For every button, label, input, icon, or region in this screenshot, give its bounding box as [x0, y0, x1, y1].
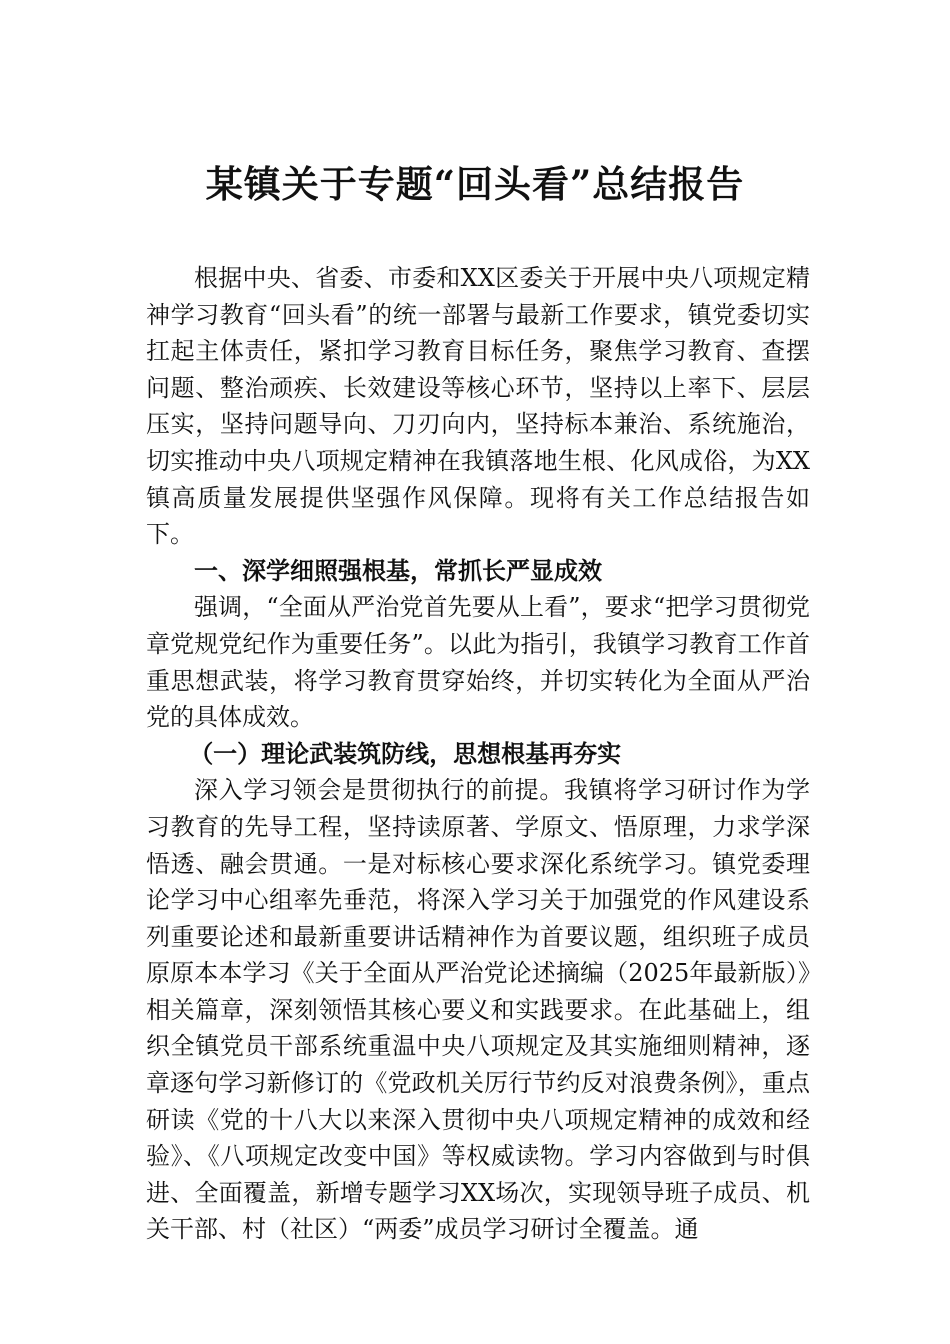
section-1-paragraph: 强调，“全面从严治党首先要从上看”，要求“把学习贯彻党章党规党纪作为重要任务”。以此为指引，我镇学习教育工作首重思想武装，将学习教育贯穿始终，并切实转化为全面从严治党的具体成效。	[146, 593, 810, 732]
intro-paragraph: 根据中央、省委、市委和XX区委关于开展中央八项规定精神学习教育“回头看”的统一部署与最新工作要求，镇党委切实扛起主体责任，紧扣学习教育目标任务，聚焦学习教育、查摆问题、整治顽疾、长效建设等核心环节，坚持以上率下、层层压实，坚持问题导向、刀刃向内，坚持标本兼治、系统施治，切实推动中央八项规定精神在我镇落地生根、化风成俗，为XX镇高质量发展提供坚强作风保障。现将有关工作总结报告如下。	[146, 264, 810, 549]
document-body	[146, 260, 810, 1248]
subsection-heading-1: （一）理论武装筑防线，思想根基再夯实	[189, 738, 622, 768]
document-title: 某镇关于专题“回头看”总结报告	[205, 162, 745, 206]
subsection-1-paragraph: 深入学习领会是贯彻执行的前提。我镇将学习研讨作为学习教育的先导工程，坚持读原著、学原文、悟原理，力求学深悟透、融会贯通。一是对标核心要求深化系统学习。镇党委理论学习中心组率先垂范，将深入学习关于加强党的作风建设系列重要论述和最新重要讲话精神作为首要议题，组织班子成员原原本本学习《关于全面从严治党论述摘编（2025年最新版）》相关篇章，深刻领悟其核心要义和实践要求。在此基础上，组织全镇党员干部系统重温中央八项规定及其实施细则精神，逐章逐句学习新修订的《党政机关厉行节约反对浪费条例》，重点研读《党的十八大以来深入贯彻中央八项规定精神的成效和经验》、《八项规定改变中国》等权威读物。学习内容做到与时俱进、全面覆盖，新增专题学习XX场次，实现领导班子成员、机关干部、村（社区）“两委”成员学习研讨全覆盖。通	[146, 776, 810, 1244]
section-heading-1: 一、深学细照强根基，常抓长严显成效	[194, 556, 602, 585]
